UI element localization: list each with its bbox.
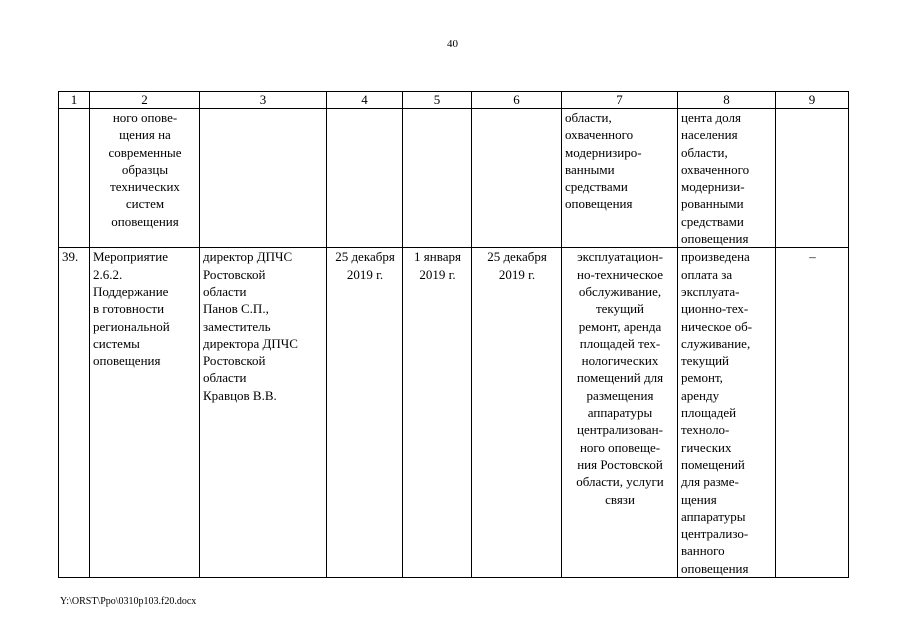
date-cell <box>472 109 562 248</box>
notes-cell: – <box>776 248 849 578</box>
date-cell: 1 января 2019 г. <box>403 248 472 578</box>
column-number: 9 <box>776 92 849 109</box>
row-number-cell: 39. <box>59 248 90 578</box>
actual-result-cell: произведена оплата за эксплуата- ционно-тех- ническое об- служивание, текущий ремонт, аренду площадей техноло- гических помещений для разме- щения аппаратуры централизо- ванного оповещения <box>678 248 776 578</box>
file-path-footer: Y:\ORST\Ppo\0310p103.f20.docx <box>60 596 197 607</box>
plan-table <box>58 91 849 578</box>
column-number: 6 <box>472 92 562 109</box>
column-number: 7 <box>562 92 678 109</box>
measure-name-cell: Мероприятие 2.6.2. Поддержание в готовности региональной системы оповещения <box>90 248 200 578</box>
responsible-cell: директор ДПЧС Ростовской области Панов С.П., заместитель директора ДПЧС Ростовской области Кравцов В.В. <box>200 248 327 578</box>
column-number: 2 <box>90 92 200 109</box>
column-number: 8 <box>678 92 776 109</box>
table-row <box>59 248 849 578</box>
column-number: 3 <box>200 92 327 109</box>
column-number: 5 <box>403 92 472 109</box>
date-cell <box>327 109 403 248</box>
table-row <box>59 109 849 248</box>
responsible-cell <box>200 109 327 248</box>
expected-result-cell: области, охваченного модернизиро- ванными средствами оповещения <box>562 109 678 248</box>
column-number: 1 <box>59 92 90 109</box>
measure-name-cell: ного опове- щения на современные образцы технических систем оповещения <box>90 109 200 248</box>
notes-cell <box>776 109 849 248</box>
expected-result-cell: эксплуатацион- но-техническое обслуживание, текущий ремонт, аренда площадей тех- нологических помещений для размещения аппаратуры централизован- ного оповеще- ния Ростовской области, услуги связи <box>562 248 678 578</box>
row-number-cell <box>59 109 90 248</box>
column-number-row <box>59 92 849 109</box>
page-number: 40 <box>447 38 458 50</box>
column-number: 4 <box>327 92 403 109</box>
date-cell: 25 декабря 2019 г. <box>472 248 562 578</box>
actual-result-cell: цента доля населения области, охваченного модернизи- рованными средствами оповещения <box>678 109 776 248</box>
date-cell <box>403 109 472 248</box>
date-cell: 25 декабря 2019 г. <box>327 248 403 578</box>
